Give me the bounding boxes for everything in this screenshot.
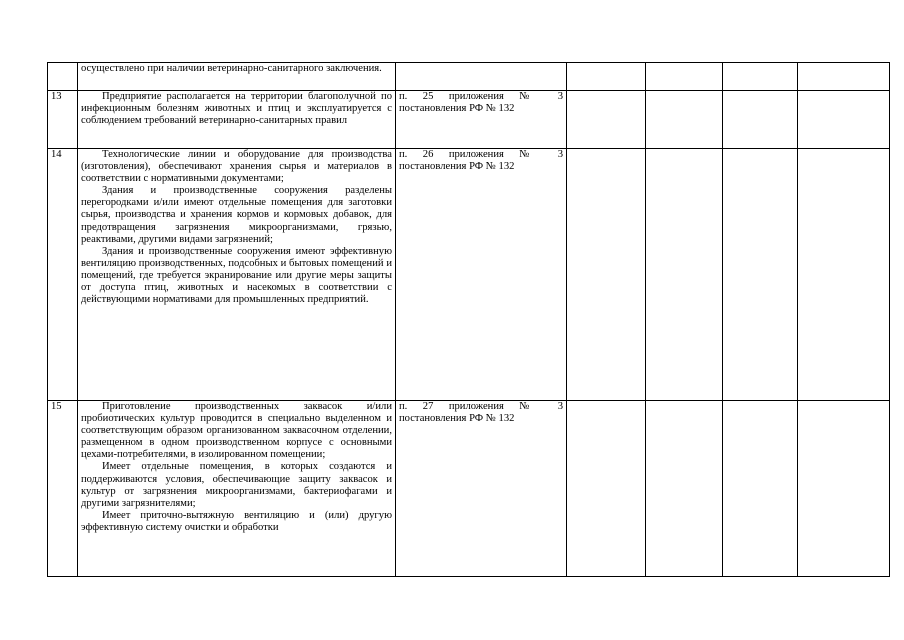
empty-cell	[798, 63, 890, 91]
reference-cell	[396, 63, 567, 91]
empty-cell	[646, 401, 723, 577]
row-number: 13	[48, 91, 78, 149]
requirement-paragraph: Предприятие располагается на территории благополучной по инфекционным болезням животных и птиц и эксплуатируется с соблюдением требований ветеринарно-санитарных правил	[81, 91, 392, 127]
requirement-paragraph: Приготовление производственных заквасок и/или пробиотических культур проводится в специально выделенном и соответствующим образом организованном заквасочном отделении, размещенном в одном производственном корпусе с основными цехами-потребителями, в изолированном помещении;	[81, 401, 392, 461]
requirement-cell	[78, 149, 396, 401]
row-number: 14	[48, 149, 78, 401]
requirement-cell	[78, 63, 396, 91]
empty-cell	[567, 149, 646, 401]
empty-cell	[798, 91, 890, 149]
requirement-paragraph: осуществлено при наличии ветеринарно-санитарного заключения.	[81, 63, 382, 74]
requirement-paragraph: Имеет отдельные помещения, в которых создаются и поддерживаются условия, обеспечивающие защиту заквасок и культур от загрязнения микроорганизмами, бактериофагами и другими загрязнителями;	[81, 461, 392, 509]
empty-cell	[798, 149, 890, 401]
requirement-paragraph: Здания и производственные сооружения имеют эффективную вентиляцию производственных, подсобных и бытовых помещений и помещений, где требуется экранирование или другие меры защиты от доступа птиц, животных и насекомых в соответствии с действующими нормативами для промышленных предприятий.	[81, 245, 392, 306]
requirement-paragraph: Имеет приточно-вытяжную вентиляцию и (или) другую эффективную систему очистки и обработки	[81, 509, 392, 533]
reference-cell: п. 25 приложения № 3 постановления РФ № 132	[396, 91, 567, 149]
table-row	[48, 149, 890, 401]
requirement-cell	[78, 91, 396, 149]
row-number: 15	[48, 401, 78, 577]
reference-cell: п. 26 приложения № 3 постановления РФ № 132	[396, 149, 567, 401]
table-row	[48, 91, 890, 149]
empty-cell	[646, 63, 723, 91]
requirement-paragraph: Здания и производственные сооружения разделены перегородками и/или имеют отдельные помещения для заготовки сырья, производства и хранения кормов и кормовых добавок, для предотвращения загрязнения микроорганизмами, грязью, реактивами, другими видами загрязнений;	[81, 185, 392, 245]
empty-cell	[723, 63, 798, 91]
empty-cell	[723, 91, 798, 149]
empty-cell	[567, 63, 646, 91]
empty-cell	[723, 401, 798, 577]
requirement-cell	[78, 401, 396, 577]
requirement-paragraph: Технологические линии и оборудование для производства (изготовления), обеспечивают хранения сырья и материалов в соответствии с нормативными документами;	[81, 149, 392, 185]
empty-cell	[798, 401, 890, 577]
reference-cell: п. 27 приложения № 3 постановления РФ № 132	[396, 401, 567, 577]
table-row	[48, 401, 890, 577]
table-row	[48, 63, 890, 91]
empty-cell	[646, 91, 723, 149]
empty-cell	[567, 91, 646, 149]
row-number	[48, 63, 78, 91]
empty-cell	[723, 149, 798, 401]
empty-cell	[567, 401, 646, 577]
empty-cell	[646, 149, 723, 401]
checklist-table	[47, 62, 890, 577]
